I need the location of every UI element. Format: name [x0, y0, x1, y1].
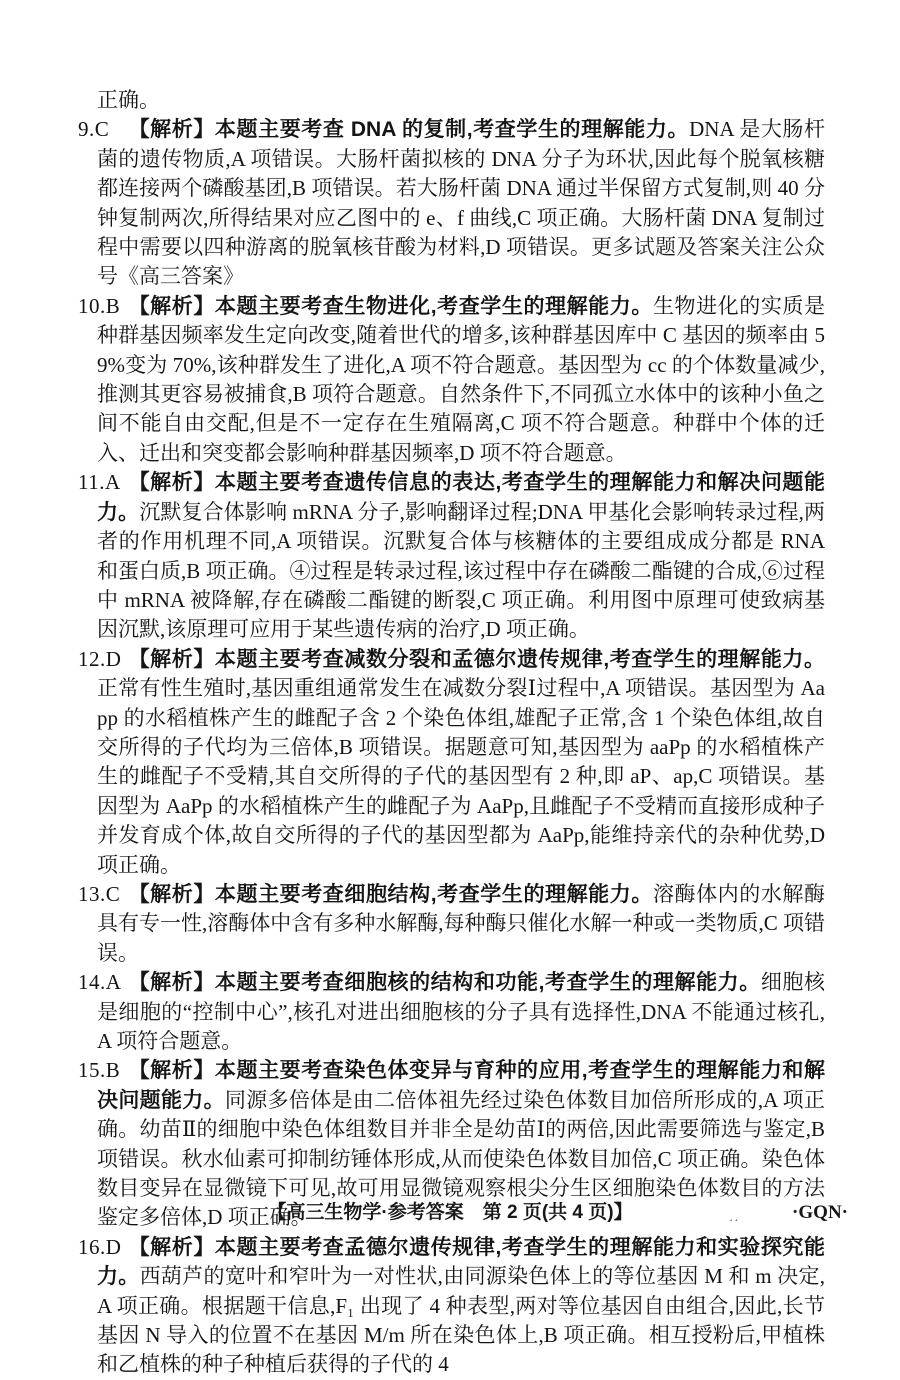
- explanation-text: 生物进化的实质是种群基因频率发生定向改变,随着世代的增多,该种群基因库中 C 基因的频率由 59%变为 70%,该种群发生了进化,A 项不符合题意。基因型为 cc 的个体数量减少,推测其更容易被捕食,B 项符合题意。自然条件下,不同孤立水体中的该种小鱼之间不能自由交配,但是不一定存在生殖隔离,C 项不符合题意。种群中个体的迁入、迁出和突变都会影响种群基因频率,D 项不符合题意。: [97, 293, 826, 465]
- answer-item-9: [78, 115, 825, 291]
- answer-label: 14.A: [78, 970, 122, 995]
- analysis-heading: 【解析】本题主要考查孟德尔遗传规律,考查学生的理解能力和实验探究能力。: [97, 1235, 825, 1289]
- analysis-heading: 【解析】本题主要考查 DNA 的复制,考查学生的理解能力。: [128, 118, 690, 142]
- page-footer: [0, 1200, 900, 1232]
- answer-item-14: [78, 968, 825, 1056]
- footer-page-title: 【高三生物学·参考答案 第 2 页(共 4 页)】: [267, 1202, 633, 1223]
- explanation-text: 正常有性生殖时,基因重组通常发生在减数分裂Ⅰ过程中,A 项错误。基因型为 Aapp 的水稻植株产生的雌配子含 2 个染色体组,雄配子正常,含 1 个染色体组,故自交所得的子代均为三倍体,B 项错误。据题意可知,基因型为 aaPp 的水稻植株产生的雌配子不受精,其自交所得的子代的基因型有 2 种,即 aP、ap,C 项错误。基因型为 AaPp 的水稻植株产生的雌配子为 AaPp,且雌配子不受精而直接形成种子并发育成个体,故自交所得的子代的基因型都为 AaPp,能维持亲代的杂种优势,D 项正确。: [97, 676, 825, 877]
- answer-item-10: [78, 292, 826, 468]
- explanation-text: 西葫芦的宽叶和窄叶为一对性状,由同源染色体上的等位基因 M 和 m 决定,A 项正确。根据题干信息,F₁ 出现了 4 种表型,两对等位基因自由组合,因此,长节基因 N 导入的位置不在基因 M/m 所在染色体上,B 项正确。相互授粉后,甲植株和乙植株的种子种植后获得的子代的 4: [97, 1264, 825, 1377]
- analysis-heading: 【解析】本题主要考查减数分裂和孟德尔遗传规律,考查学生的理解能力。: [128, 647, 825, 671]
- explanation-text: 溶酶体内的水解酶具有专一性,溶酶体中含有多种水解酶,每种酶只催化水解一种或一类物质,C 项错误。: [97, 881, 826, 965]
- answer-label: 9.C: [78, 117, 110, 142]
- explanation-text: DNA 是大肠杆菌的遗传物质,A 项错误。大肠杆菌拟核的 DNA 分子为环状,因此每个脱氧核糖都连接两个磷酸基团,B 项错误。若大肠杆菌 DNA 通过半保留方式复制,则 40 分钟复制两次,所得结果对应乙图中的 e、f 曲线,C 项正确。大肠杆菌 DNA 复制过程中需要以四种游离的脱氧核苷酸为材料,D 项错误。: [97, 117, 825, 260]
- answer-item-12: [78, 645, 825, 880]
- continuation-text: 正确。: [97, 88, 160, 112]
- promo-note: 更多试题及答案关注公众号《高三答案》: [97, 235, 825, 289]
- analysis-heading: 【解析】本题主要考查染色体变异与育种的应用,考查学生的理解能力和解决问题能力。: [97, 1059, 825, 1112]
- answer-item-11: [78, 468, 826, 644]
- footer-exam-code: ·GQN·: [792, 1202, 848, 1223]
- analysis-heading: 【解析】本题主要考查生物进化,考查学生的理解能力。: [128, 294, 653, 318]
- answer-label: 11.A: [78, 470, 121, 495]
- answer-item-13: [78, 880, 826, 968]
- document-page: [0, 86, 900, 1380]
- analysis-heading: 【解析】本题主要考查细胞结构,考查学生的理解能力。: [128, 882, 653, 906]
- scan-artifact: ..: [729, 1209, 740, 1224]
- answer-label: 15.B: [78, 1058, 121, 1083]
- answer-label: 12.D: [78, 646, 122, 671]
- answer-label: 16.D: [78, 1234, 122, 1259]
- analysis-heading: 【解析】本题主要考查遗传信息的表达,考查学生的理解能力和解决问题能力。: [97, 471, 825, 524]
- explanation-text: 沉默复合体影响 mRNA 分子,影响翻译过程;DNA 甲基化会影响转录过程,两者的作用机理不同,A 项错误。沉默复合体与核糖体的主要组成成分都是 RNA 和蛋白质,B 项正确。④过程是转录过程,该过程中存在磷酸二酯键的合成,⑥过程中 mRNA 被降解,存在磷酸二酯键的断裂,C 项正确。利用图中原理可使致病基因沉默,该原理可应用于某些遗传病的治疗,D 项正确。: [97, 499, 826, 642]
- answer-label: 10.B: [78, 293, 121, 318]
- explanation-text: 同源多倍体是由二倍体祖先经过染色体数目加倍所形成的,A 项正确。幼苗Ⅱ的细胞中染色体组数目并非全是幼苗Ⅰ的两倍,因此需要筛选与鉴定,B 项错误。秋水仙素可抑制纺锤体形成,从而使染色体数目加倍,C 项正确。染色体数目变异在显微镜下可见,故可用显微镜观察根尖分生区细胞染色体数目的方法鉴定多倍体,D 项正确。: [97, 1087, 825, 1230]
- explanation-text: 细胞核是细胞的“控制中心”,核孔对进出细胞核的分子具有选择性,DNA 不能通过核孔,A 项符合题意。: [97, 970, 825, 1053]
- analysis-heading: 【解析】本题主要考查细胞核的结构和功能,考查学生的理解能力。: [128, 971, 761, 995]
- answer-label: 13.C: [78, 881, 121, 906]
- answer-item-16: [78, 1233, 825, 1380]
